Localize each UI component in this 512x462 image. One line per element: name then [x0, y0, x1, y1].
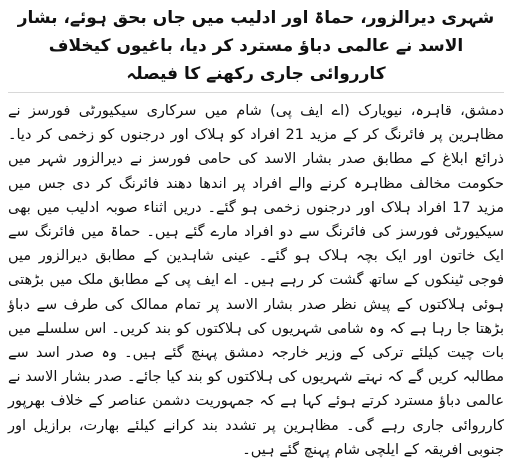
headline-divider — [8, 92, 504, 93]
article-headline: شہری دیرالزور، حماۃ اور ادلیب میں جاں بحق ہوئے، بشار الاسد نے عالمی دباؤ مسترد کر دیا، باغیوں کیخلاف کارروائی جاری رکھنے کا فیصلہ — [17, 8, 495, 84]
article-body: دمشق، قاہرہ، نیویارک (اے ایف پی) شام میں سرکاری سیکیورٹی فورسز نے مظاہرین پر فائرنگ کر کے مزید 21 افراد کو ہلاک اور درجنوں کو زخمی کر دیا۔ ذرائع ابلاغ کے مطابق صدر بشار الاسد کی حامی فورسز نے دیرالزور شہر میں حکومت مخالف مظاہرہ کرنے والے افراد پر اندھا دھند فائرنگ کر دی جس میں مزید 17 افراد ہلاک اور درجنوں زخمی ہو گئے۔ دریں اثناء صوبہ ادلیب میں بھی سیکیورٹی فورسز کی فائرنگ سے دو افراد مارے گئے ہیں۔ حماۃ میں فائرنگ سے ایک خاتون اور ایک بچہ ہلاک ہو گئے۔ عینی شاہدین کے مطابق دیرالزور میں فوجی ٹینکوں کے ساتھ گشت کر رہے ہیں۔ اے ایف پی کے مطابق ملک میں بڑھتی ہوئی ہلاکتوں کے پیش نظر صدر بشار الاسد پر تمام ممالک کی طرف سے دباؤ بڑھتا جا رہا ہے کہ وہ شامی شہریوں کی ہلاکتوں کو بند کریں۔ اس سلسلے میں بات چیت کیلئے ترکی کے وزیر خارجہ دمشق پہنچ گئے ہیں۔ وہ صدر اسد سے مطالبہ کریں گے کہ نہتے شہریوں کی ہلاکتوں کو بند کیا جائے۔ صدر بشار الاسد نے عالمی دباؤ مسترد کرتے ہوئے کہا ہے کہ جمہوریت دشمن عناصر کے خلاف بھرپور کارروائی جاری رہے گی۔ مظاہرین پر تشدد بند کرانے کیلئے بھارت، برازیل اور جنوبی افریقہ کے ایلچی شام پہنچ گئے ہیں۔ — [8, 103, 504, 458]
